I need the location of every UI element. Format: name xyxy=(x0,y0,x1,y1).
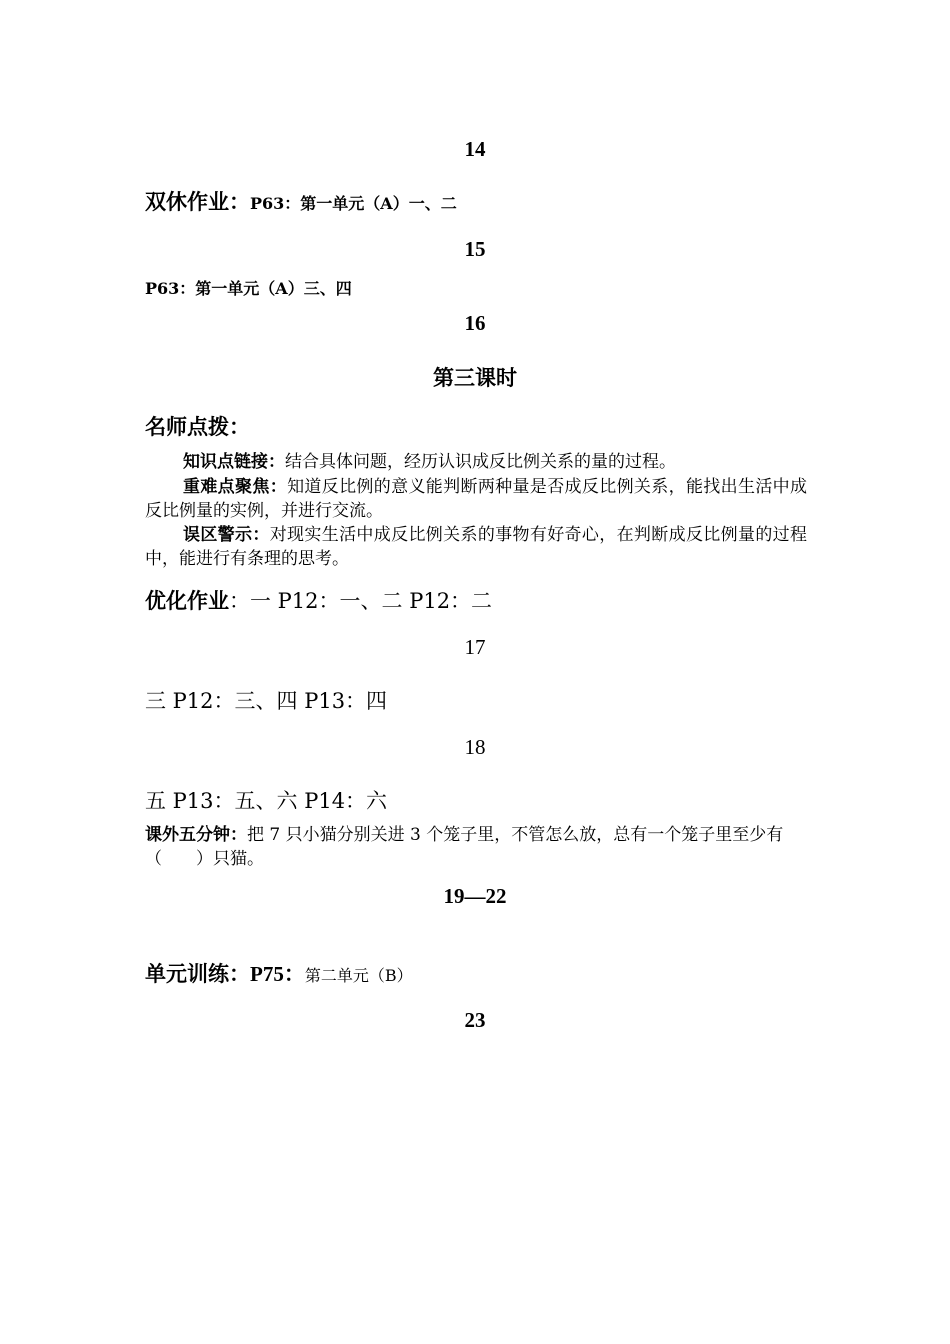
optimized-homework-line-1 xyxy=(145,585,492,615)
page-number-14: 14 xyxy=(464,137,486,161)
five-minutes-label: 课外五分钟： xyxy=(145,825,247,845)
page-number-18: 18 xyxy=(464,735,486,759)
unit-training-ref: P75： xyxy=(250,962,305,986)
pitfall-warning-paragraph xyxy=(145,523,807,571)
five-minutes-paragraph xyxy=(145,823,807,871)
knowledge-link-text: 结合具体问题，经历认识成反比例关系的量的过程。 xyxy=(285,452,676,472)
key-points-label: 重难点聚焦： xyxy=(183,477,288,497)
optimized-homework-label: 优化作业 xyxy=(145,588,229,613)
page-number-23: 23 xyxy=(464,1008,486,1032)
optimized-homework-text-1: ：一 P12：一、二 P12：二 xyxy=(229,589,493,613)
page-number-16: 16 xyxy=(464,311,486,335)
teacher-tips-label: 名师点拨： xyxy=(145,414,250,439)
pitfall-warning-label: 误区警示： xyxy=(183,525,270,545)
lesson-title: 第三课时 xyxy=(433,365,517,390)
page-number-19-22: 19—22 xyxy=(443,884,507,908)
pitfall-warning-text: 对现实生活中成反比例关系的事物有好奇心，在判断成反比例量的过程中，能进行有条理的思考。 xyxy=(145,525,808,569)
key-points-text: 知道反比例的意义能判断两种量是否成反比例关系，能找出生活中成反比例量的实例，并进行交流。 xyxy=(145,477,808,521)
page-number-15: 15 xyxy=(464,237,486,261)
knowledge-link-paragraph xyxy=(145,450,807,474)
five-minutes-text: 把 7 只小猫分别关进 3 个笼子里，不管怎么放，总有一个笼子里至少有（ ）只猫。 xyxy=(145,825,784,869)
weekend-homework-line-2: P63：第一单元（A）三、四 xyxy=(145,279,352,298)
weekend-homework-line xyxy=(145,186,457,216)
weekend-homework-content: P63：第一单元（A）一、二 xyxy=(250,194,457,213)
page-number-17: 17 xyxy=(464,635,486,659)
optimized-homework-line-3: 五 P13：五、六 P14：六 xyxy=(145,789,388,813)
unit-training-line xyxy=(145,958,413,988)
weekend-homework-label: 双休作业： xyxy=(145,189,250,214)
unit-training-label: 单元训练： xyxy=(145,961,250,986)
knowledge-link-label: 知识点链接： xyxy=(183,452,285,472)
optimized-homework-line-2: 三 P12：三、四 P13：四 xyxy=(145,689,388,713)
key-points-paragraph xyxy=(145,475,807,523)
unit-training-content: 第二单元（B） xyxy=(304,966,413,985)
